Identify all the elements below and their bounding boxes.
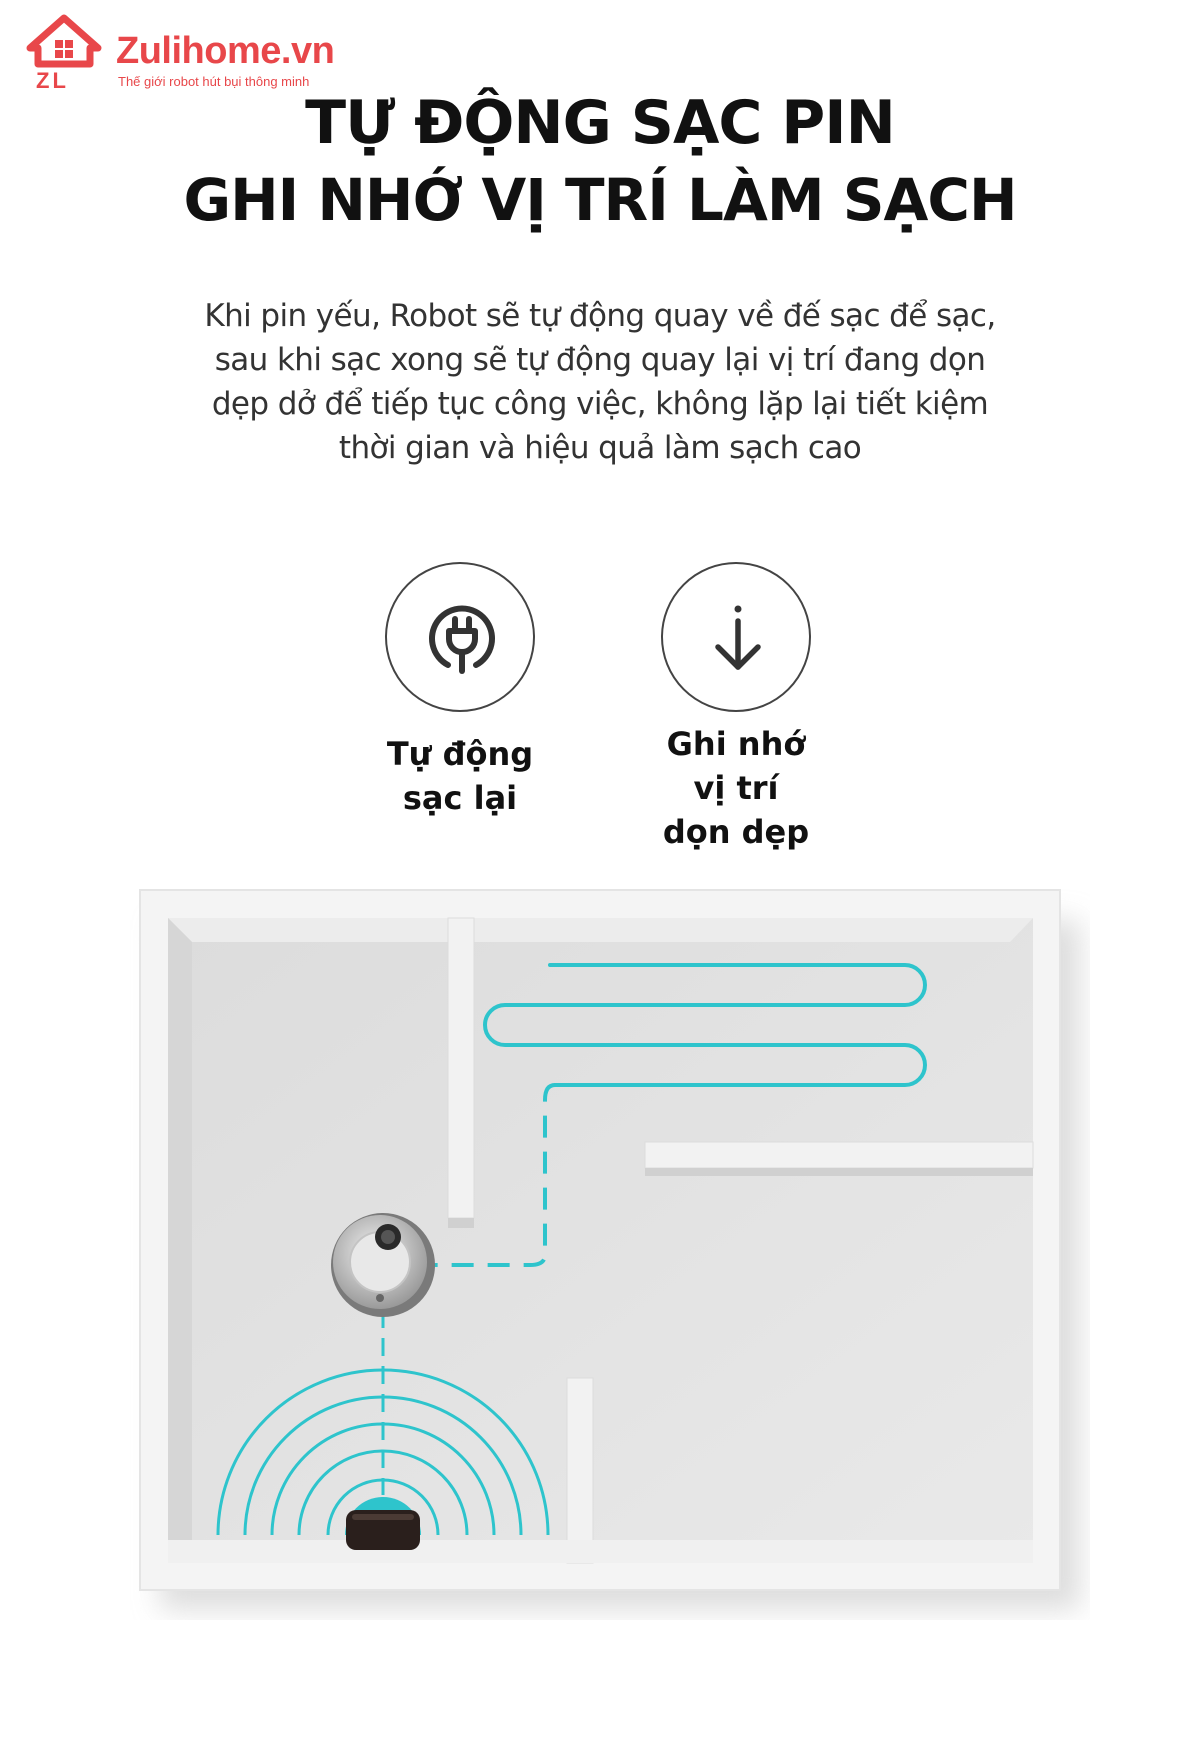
feature-label-line: Ghi nhớ: [666, 725, 806, 763]
description-line: dẹp dở để tiếp tục công việc, không lặp lại tiết kiệm: [211, 386, 989, 422]
description-line: thời gian và hiệu quả làm sạch cao: [338, 430, 862, 466]
feature-icon-circle: [385, 562, 535, 712]
feature-label-line: dọn dẹp: [662, 813, 810, 851]
arrow-down-icon: [698, 599, 778, 679]
floor-plan-illustration: [130, 880, 1090, 1620]
page-title-line-1: TỰ ĐỘNG SẠC PIN: [305, 88, 895, 158]
plug-icon: [422, 599, 502, 679]
brand-monogram: ZL: [36, 68, 69, 93]
feature-label-line: sạc lại: [402, 779, 518, 817]
feature-label: [330, 732, 590, 820]
brand-tagline: Thế giới robot hút bụi thông minh: [118, 74, 310, 89]
page-title-line-2: GHI NHỚ VỊ TRÍ LÀM SẠCH: [183, 166, 1017, 234]
robot-vacuum-icon: [331, 1213, 435, 1317]
brand-name: Zulihome.vn: [116, 30, 335, 72]
feature-label-line: vị trí: [693, 769, 779, 807]
brand-logo[interactable]: [24, 12, 354, 92]
feature-position-memory: [606, 562, 866, 854]
feature-label-line: Tự động: [386, 735, 534, 773]
description: [150, 294, 1050, 470]
charging-dock-icon: [346, 1510, 420, 1550]
feature-icon-circle: [661, 562, 811, 712]
feature-auto-recharge: [330, 562, 590, 820]
description-line: sau khi sạc xong sẽ tự động quay lại vị trí đang dọn: [214, 342, 986, 378]
description-line: Khi pin yếu, Robot sẽ tự động quay về đế sạc để sạc,: [204, 298, 996, 334]
feature-label: [606, 722, 866, 854]
